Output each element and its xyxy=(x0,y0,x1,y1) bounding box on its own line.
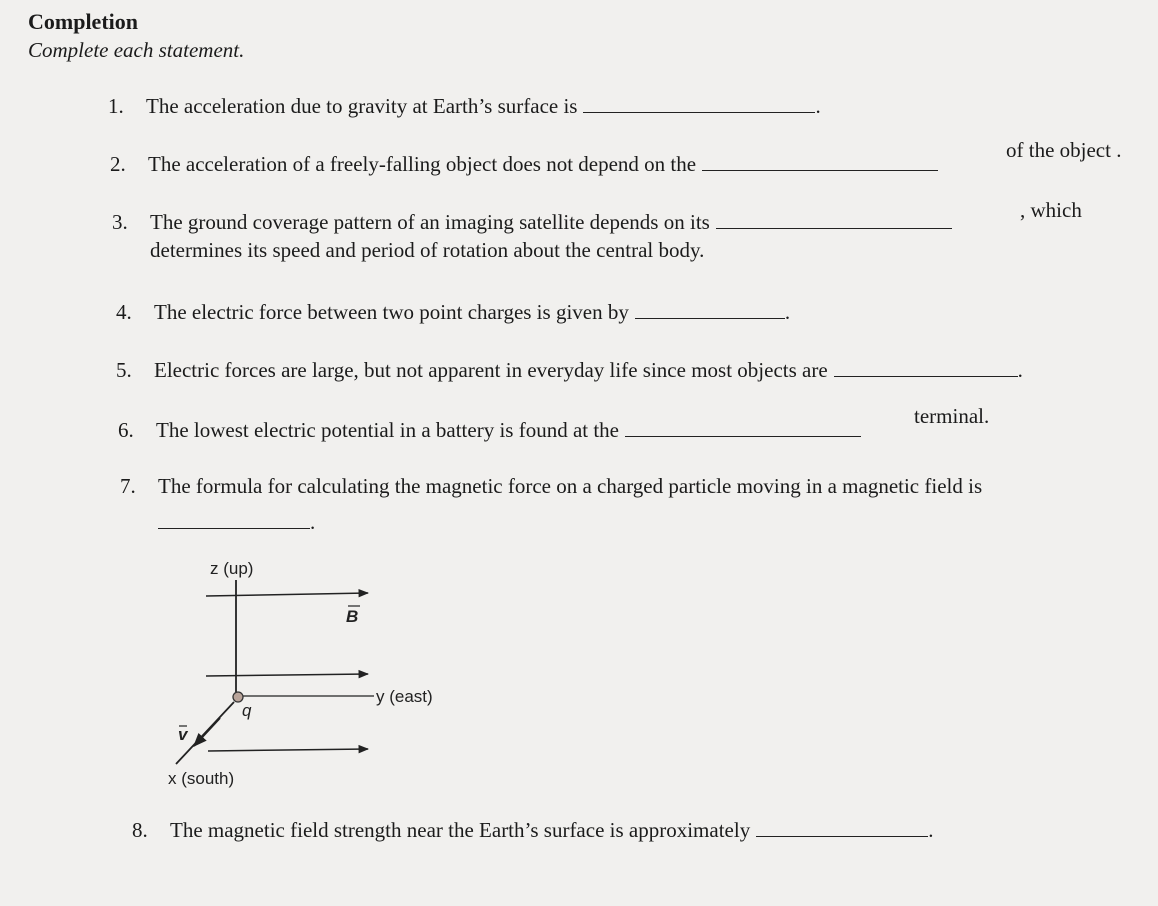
question-number: 4. xyxy=(116,300,132,324)
question-text: The acceleration of a freely-falling object does not depend on the xyxy=(148,152,697,176)
question-text: The acceleration due to gravity at Earth’s surface is xyxy=(146,94,578,118)
question-2 xyxy=(110,152,938,177)
answer-blank-1[interactable] xyxy=(583,94,815,113)
question-6 xyxy=(118,418,861,443)
field-line-bottom xyxy=(208,749,368,751)
question-4: 4. The electric force between two point charges is given by . xyxy=(116,300,791,324)
question-number: 7. xyxy=(120,474,136,498)
question-text: Electric forces are large, but not apparent in everyday life since most objects are xyxy=(154,358,828,382)
section-title: Completion xyxy=(28,9,138,34)
y-axis-label: y (east) xyxy=(376,687,433,706)
question-2-suffix: of the object . xyxy=(1006,138,1122,162)
question-3-continuation: determines its speed and period of rotation about the central body. xyxy=(150,238,705,262)
x-axis-label: x (south) xyxy=(168,769,235,788)
question-number: 5. xyxy=(116,358,132,382)
question-text: The electric force between two point charges is given by xyxy=(154,300,629,324)
question-6-suffix: terminal. xyxy=(914,404,990,428)
answer-blank-8[interactable] xyxy=(756,818,928,837)
question-text: The lowest electric potential in a battery is found at the xyxy=(156,418,620,442)
answer-blank-7[interactable] xyxy=(158,510,310,529)
z-axis-label: z (up) xyxy=(210,559,254,578)
question-3 xyxy=(112,210,952,235)
answer-blank-3[interactable] xyxy=(716,210,952,229)
magnetic-field-diagram xyxy=(150,550,470,800)
answer-blank-5[interactable] xyxy=(834,358,1018,377)
charge-q-label: q xyxy=(242,701,252,720)
question-7 xyxy=(120,474,982,499)
answer-blank-4[interactable] xyxy=(635,300,785,319)
question-text: The magnetic field strength near the Earth’s surface is approximately xyxy=(170,818,751,842)
answer-blank-6[interactable] xyxy=(625,418,861,437)
answer-blank-2[interactable] xyxy=(702,152,938,171)
question-text: The formula for calculating the magnetic force on a charged particle moving in a magnetic field is xyxy=(158,474,983,498)
v-vector-label: v xyxy=(178,725,188,744)
b-vector-label: B xyxy=(346,607,359,626)
question-text: The ground coverage pattern of an imaging satellite depends on its xyxy=(150,210,710,234)
question-number: 1. xyxy=(108,94,124,118)
question-3-suffix: , which xyxy=(1020,198,1082,222)
field-line-middle xyxy=(206,674,368,676)
question-5: 5. Electric forces are large, but not apparent in everyday life since most objects are . xyxy=(116,358,1023,382)
section-instructions: Complete each statement. xyxy=(28,38,245,62)
velocity-vector xyxy=(194,718,220,746)
question-8: 8. The magnetic field strength near the Earth’s surface is approximately . xyxy=(132,818,934,842)
question-number: 2. xyxy=(110,152,126,176)
question-number: 3. xyxy=(112,210,128,234)
question-number: 8. xyxy=(132,818,148,842)
question-1: 1. The acceleration due to gravity at Earth’s surface is . xyxy=(108,94,821,118)
field-line-top xyxy=(206,593,368,596)
question-7-answer-line: . xyxy=(158,510,315,535)
question-number: 6. xyxy=(118,418,134,442)
